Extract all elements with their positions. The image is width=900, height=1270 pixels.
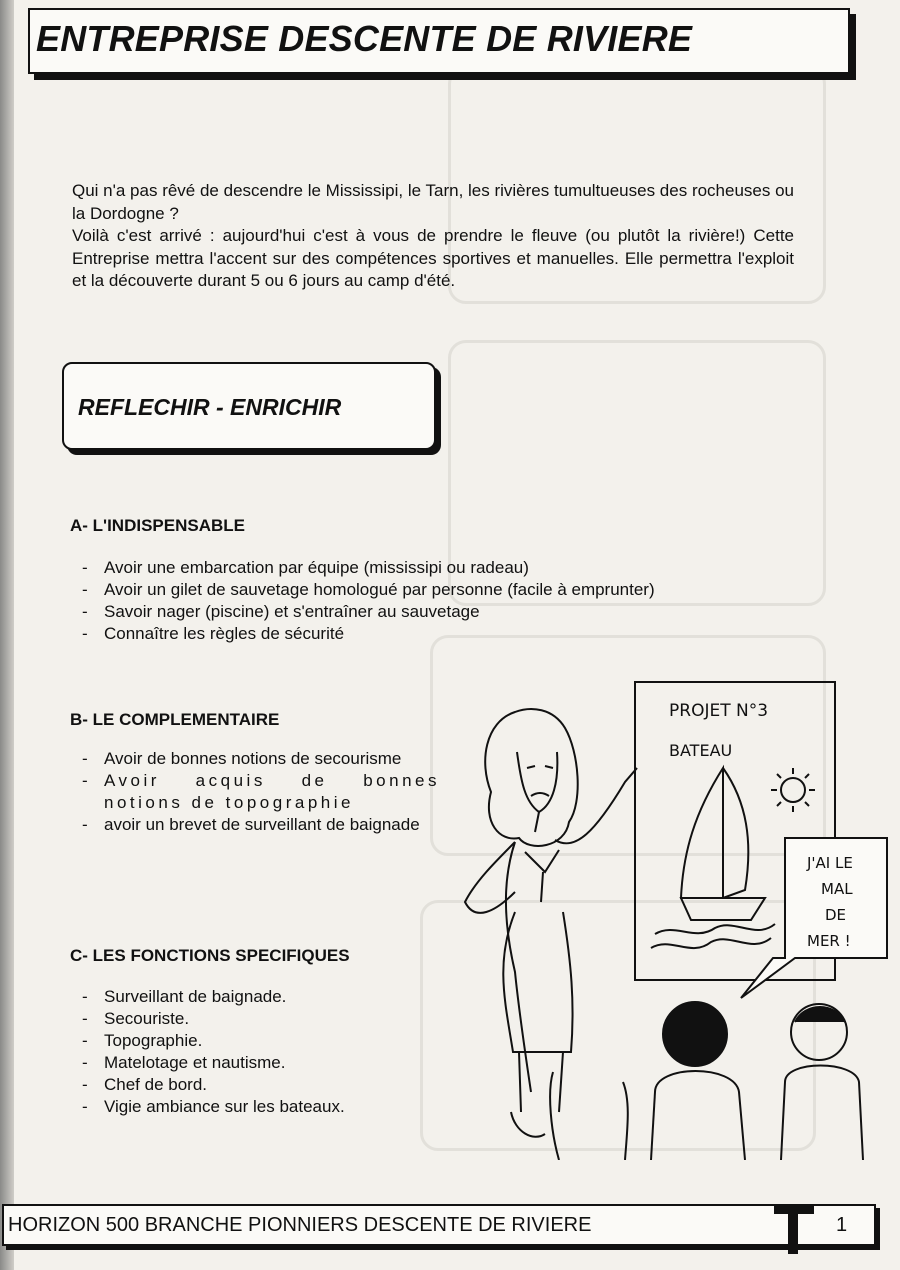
footer-text: HORIZON 500 BRANCHE PIONNIERS DESCENTE DE RIVIERE xyxy=(8,1214,592,1236)
list-item: - Avoir une embarcation par équipe (mississipi ou radeau) xyxy=(76,557,776,579)
list-item: - Avoir un gilet de sauvetage homologué par personne (facile à emprunter) xyxy=(76,579,776,601)
list-item: - Vigie ambiance sur les bateaux. xyxy=(76,1096,436,1118)
sailboat-icon xyxy=(651,768,775,948)
list-complementaire xyxy=(76,748,440,836)
page-number: 1 xyxy=(836,1214,848,1236)
bubble-line-2: MAL xyxy=(821,880,853,898)
bubble-line-3: DE xyxy=(825,906,847,924)
section-box xyxy=(62,362,436,450)
cartoon-illustration xyxy=(455,672,895,1160)
bubble-line-1: J'AI LE xyxy=(807,854,853,872)
sun-icon xyxy=(771,768,815,812)
list-item: - Savoir nager (piscine) et s'entraîner au sauvetage xyxy=(76,601,776,623)
bubble-line-4: MER ! xyxy=(807,932,851,950)
list-item: - Chef de bord. xyxy=(76,1074,436,1096)
intro-paragraph-1: Qui n'a pas rêvé de descendre le Mississipi, le Tarn, les rivières tumultueuses des rocheuses ou la Dordogne ? xyxy=(72,181,795,223)
list-item: - Avoir de bonnes notions de secourisme xyxy=(76,748,440,770)
heading-fonctions: C- LES FONCTIONS SPECIFIQUES xyxy=(70,946,350,965)
list-item: - Surveillant de baignade. xyxy=(76,986,436,1008)
list-item: - Avoir acquis de bonnes notions de topographie xyxy=(76,770,440,814)
page-title: ENTREPRISE DESCENTE DE RIVIERE xyxy=(36,18,693,59)
binding-edge xyxy=(0,0,14,1270)
heading-complementaire: B- LE COMPLEMENTAIRE xyxy=(70,710,280,729)
list-indispensable xyxy=(76,557,776,645)
pupils-figures xyxy=(550,1002,863,1160)
section-title: REFLECHIR - ENRICHIR xyxy=(78,394,342,420)
t-logo-icon xyxy=(772,1200,816,1256)
list-item: - Matelotage et nautisme. xyxy=(76,1052,436,1074)
intro-text xyxy=(72,180,794,293)
intro-paragraph-2: Voilà c'est arrivé : aujourd'hui c'est à vous de prendre le fleuve (ou plutôt la rivière!) Cette Entreprise mettra l'accent sur des compétences sportives et manuelles. Elle permettra l'exploit et la découverte durant 5 ou 6 jours au camp d'été. xyxy=(72,226,794,290)
footer-bar xyxy=(2,1204,876,1246)
list-item: - Connaître les règles de sécurité xyxy=(76,623,776,645)
list-fonctions xyxy=(76,986,436,1118)
list-item: - avoir un brevet de surveillant de baignade xyxy=(76,814,440,836)
heading-indispensable: A- L'INDISPENSABLE xyxy=(70,516,245,535)
board-boat-label: BATEAU xyxy=(669,741,733,760)
list-item: - Secouriste. xyxy=(76,1008,436,1030)
list-item: - Topographie. xyxy=(76,1030,436,1052)
title-box xyxy=(28,8,850,74)
teacher-figure xyxy=(465,709,637,1137)
board-project-label: PROJET N°3 xyxy=(669,701,769,721)
